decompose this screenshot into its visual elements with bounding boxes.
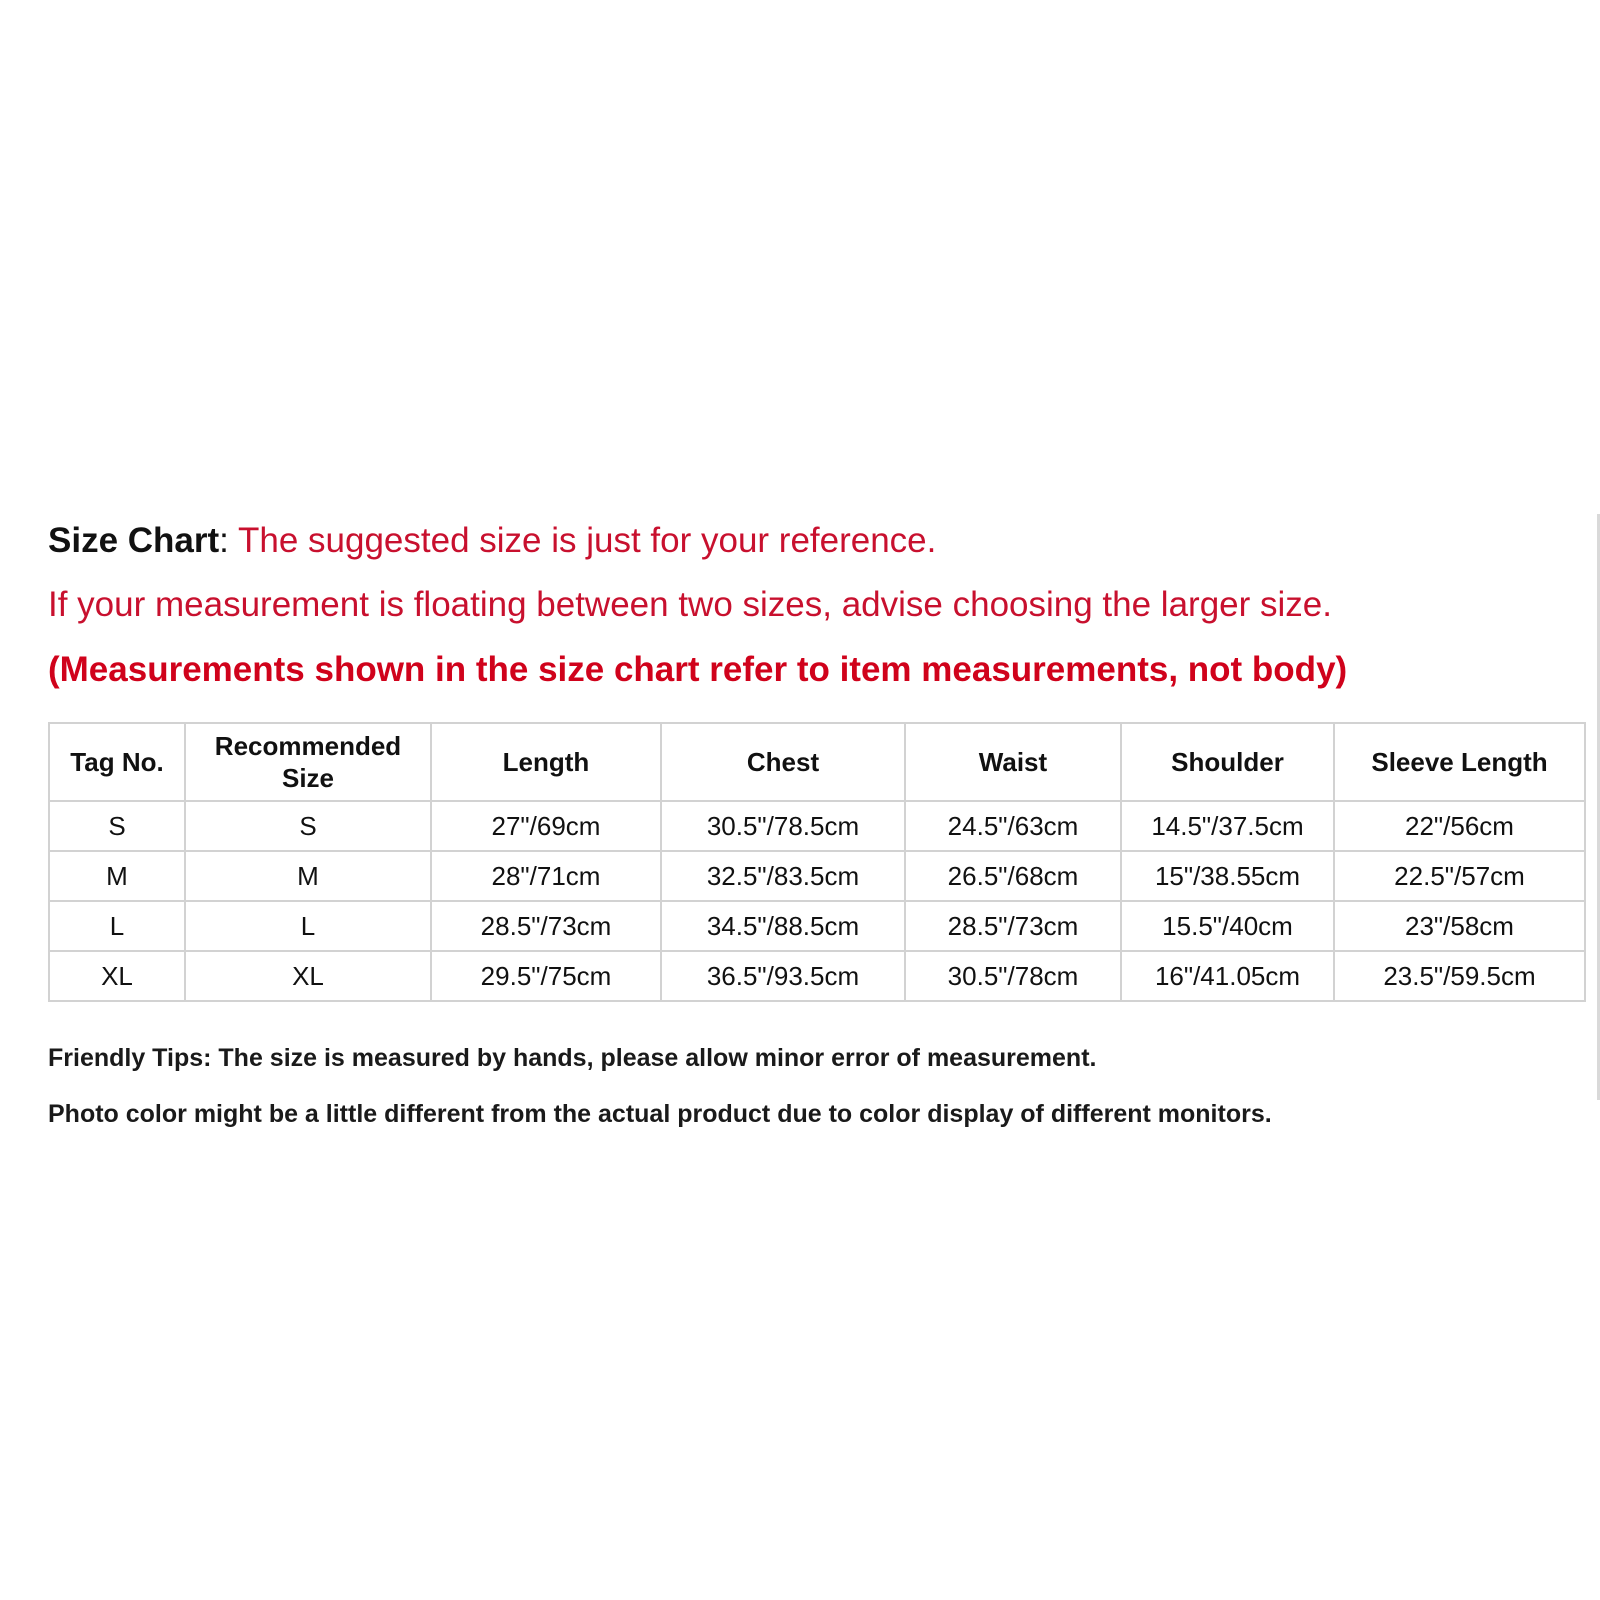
column-header-sleeve-length: Sleeve Length — [1334, 723, 1585, 801]
table-cell: L — [49, 901, 185, 951]
size-chart-intro — [48, 520, 1548, 689]
measurement-note: (Measurements shown in the size chart refer to item measurements, not body) — [48, 650, 1348, 689]
table-cell: 27"/69cm — [431, 801, 661, 851]
table-cell: 30.5"/78.5cm — [661, 801, 905, 851]
table-cell: 15"/38.55cm — [1121, 851, 1334, 901]
table-cell: XL — [185, 951, 431, 1001]
column-header-length: Length — [431, 723, 661, 801]
table-cell: 22.5"/57cm — [1334, 851, 1585, 901]
column-header-shoulder: Shoulder — [1121, 723, 1334, 801]
tip-photo-color: Photo color might be a little different from the actual product due to color display of different monitors. — [48, 1100, 1272, 1128]
friendly-tips — [48, 1042, 1568, 1130]
table-row — [49, 951, 1585, 1001]
size-chart-label: Size Chart — [48, 521, 220, 560]
table-row — [49, 851, 1585, 901]
column-header-waist: Waist — [905, 723, 1121, 801]
column-header-chest: Chest — [661, 723, 905, 801]
advice-text: If your measurement is floating between two sizes, advise choosing the larger size. — [48, 585, 1332, 624]
size-chart-heading — [48, 520, 1548, 562]
suggestion-text: The suggested size is just for your reference. — [228, 521, 937, 560]
column-header-tag-no: Tag No. — [49, 723, 185, 801]
table-cell: 26.5"/68cm — [905, 851, 1121, 901]
table-cell: 24.5"/63cm — [905, 801, 1121, 851]
column-header-recommended-size: Recommended Size — [185, 723, 431, 801]
table-cell: XL — [49, 951, 185, 1001]
table-header-row — [49, 723, 1585, 801]
table-cell: 28.5"/73cm — [905, 901, 1121, 951]
table-cell: 30.5"/78cm — [905, 951, 1121, 1001]
table-row — [49, 901, 1585, 951]
table-cell: 15.5"/40cm — [1121, 901, 1334, 951]
table-cell: 32.5"/83.5cm — [661, 851, 905, 901]
table-cell: 16"/41.05cm — [1121, 951, 1334, 1001]
tip-measurement: Friendly Tips: The size is measured by hands, please allow minor error of measurement. — [48, 1044, 1097, 1072]
table-cell: M — [49, 851, 185, 901]
table-cell: 36.5"/93.5cm — [661, 951, 905, 1001]
table-cell: S — [49, 801, 185, 851]
table-cell: 23.5"/59.5cm — [1334, 951, 1585, 1001]
heading-colon: : — [219, 521, 229, 560]
table-cell: 14.5"/37.5cm — [1121, 801, 1334, 851]
table-cell: 34.5"/88.5cm — [661, 901, 905, 951]
table-cell: 22"/56cm — [1334, 801, 1585, 851]
table-row — [49, 801, 1585, 851]
table-cell: 29.5"/75cm — [431, 951, 661, 1001]
table-cell: M — [185, 851, 431, 901]
table-cell: S — [185, 801, 431, 851]
table-cell: 28.5"/73cm — [431, 901, 661, 951]
table-cell: 28"/71cm — [431, 851, 661, 901]
size-table — [48, 722, 1586, 1002]
table-cell: 23"/58cm — [1334, 901, 1585, 951]
table-cell: L — [185, 901, 431, 951]
